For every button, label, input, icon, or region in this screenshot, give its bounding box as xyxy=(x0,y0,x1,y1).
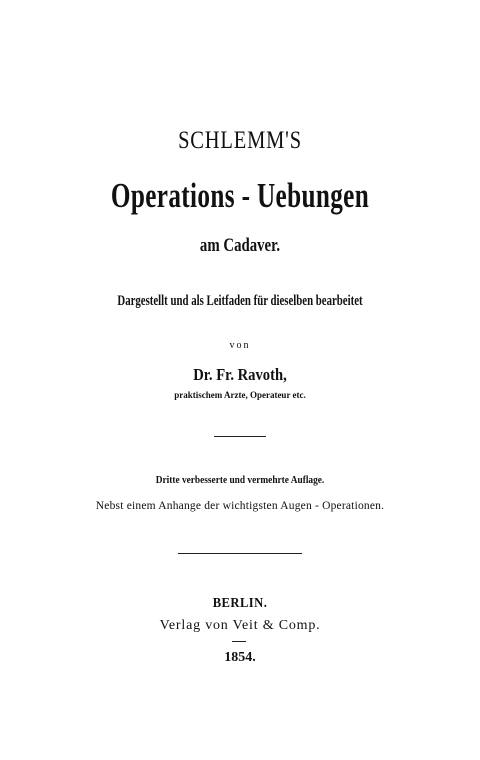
divider-long xyxy=(178,553,302,554)
author-heading: SCHLEMM'S xyxy=(178,127,302,154)
divider-short xyxy=(214,436,266,437)
editor-role: praktischem Arzte, Operateur etc. xyxy=(174,390,306,400)
subtitle: Dargestellt und als Leitfaden für dieselben bearbeitet xyxy=(117,293,363,309)
title-suffix: am Cadaver. xyxy=(199,235,281,256)
divider-tiny xyxy=(232,641,246,642)
imprint-city: BERLIN. xyxy=(212,596,268,611)
imprint-year: 1854. xyxy=(224,650,256,665)
imprint-publisher: Verlag von Veit & Comp. xyxy=(159,618,321,633)
main-title: Operations - Uebungen xyxy=(110,176,370,215)
appendix-note: Nebst einem Anhange der wichtigsten Augen - Operationen. xyxy=(95,500,385,512)
editor-name: Dr. Fr. Ravoth, xyxy=(193,365,287,384)
edition-note: Dritte verbesserte und vermehrte Auflage. xyxy=(155,474,325,486)
by-line: von xyxy=(229,340,251,351)
